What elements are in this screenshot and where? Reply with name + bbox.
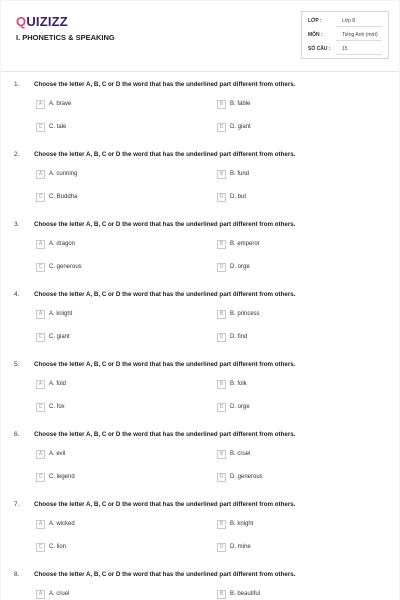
option-text: B. princess [230, 311, 260, 317]
option-letter-box[interactable]: C [36, 403, 45, 412]
worksheet-page [1, 1, 399, 600]
option-letter-box[interactable]: D [217, 263, 226, 272]
option-letter-box[interactable]: D [217, 543, 226, 552]
option-letter-box[interactable]: A [36, 310, 45, 319]
option-letter-box[interactable]: D [217, 123, 226, 132]
question-text: Choose the letter A, B, C or D the word that has the underlined part different from others. [34, 221, 296, 228]
answer-option[interactable] [36, 519, 75, 529]
option-text: A. cruel [49, 591, 70, 597]
question-number: 4. [14, 291, 20, 298]
option-text: D. orge [230, 404, 250, 410]
answer-option[interactable] [217, 542, 251, 552]
option-letter-box[interactable]: A [36, 170, 45, 179]
answer-option[interactable] [217, 402, 250, 412]
answer-option[interactable] [217, 519, 253, 529]
option-text: D. generous [230, 474, 263, 480]
answer-option[interactable] [217, 169, 249, 179]
option-letter-box[interactable]: C [36, 333, 45, 342]
answer-option[interactable] [36, 402, 65, 412]
option-text: B. cruel [230, 451, 251, 457]
option-text: B. fable [230, 101, 251, 107]
option-text: D. find [230, 334, 248, 340]
option-letter-box[interactable]: A [36, 520, 45, 529]
answer-option[interactable] [36, 449, 65, 459]
option-letter-box[interactable]: B [217, 520, 226, 529]
meta-label: SỐ CÂU : [308, 46, 331, 52]
option-letter-box[interactable]: A [36, 240, 45, 249]
meta-underline [336, 26, 382, 27]
option-text: A. dragon [49, 241, 76, 247]
meta-value: Tiếng Anh (mới) [342, 32, 378, 38]
meta-label: LỚP : [308, 18, 322, 24]
question-number: 7. [14, 501, 20, 508]
option-letter-box[interactable]: A [36, 100, 45, 109]
option-letter-box[interactable]: A [36, 450, 45, 459]
question-text: Choose the letter A, B, C or D the word that has the underlined part different from others. [34, 571, 296, 578]
answer-option[interactable] [217, 379, 247, 389]
option-text: B. emperor [230, 241, 260, 247]
option-text: C. tale [49, 124, 67, 130]
answer-option[interactable] [36, 99, 71, 109]
meta-value: 15 [342, 46, 348, 52]
answer-option[interactable] [36, 542, 66, 552]
answer-option[interactable] [217, 589, 260, 599]
answer-option[interactable] [217, 192, 246, 202]
answer-option[interactable] [217, 99, 250, 109]
option-text: C. giant [49, 334, 70, 340]
option-text: B. knight [230, 521, 254, 527]
answer-option[interactable] [217, 449, 250, 459]
option-letter-box[interactable]: B [217, 100, 226, 109]
option-text: A. evil [49, 451, 66, 457]
question-text: Choose the letter A, B, C or D the word that has the underlined part different from others. [34, 151, 296, 158]
option-letter-box[interactable]: A [36, 590, 45, 599]
option-text: D. giant [230, 124, 251, 130]
answer-option[interactable] [36, 192, 77, 202]
option-text: C. Buddha [49, 194, 78, 200]
answer-option[interactable] [36, 309, 72, 319]
question-number: 1. [14, 81, 20, 88]
answer-option[interactable] [36, 332, 70, 342]
question-number: 5. [14, 361, 20, 368]
option-text: C. lion [49, 544, 67, 550]
answer-option[interactable] [36, 472, 75, 482]
meta-value: Lớp 8 [342, 18, 356, 24]
logo-wordmark: UIZIZZ [26, 14, 68, 29]
answer-option[interactable] [217, 309, 260, 319]
answer-option[interactable] [36, 122, 66, 132]
answer-option[interactable] [217, 262, 250, 272]
answer-option[interactable] [217, 239, 260, 249]
option-letter-box[interactable]: C [36, 193, 45, 202]
question-number: 6. [14, 431, 20, 438]
question-number: 3. [14, 221, 20, 228]
question-text: Choose the letter A, B, C or D the word that has the underlined part different from others. [34, 81, 296, 88]
answer-option[interactable] [217, 122, 251, 132]
option-letter-box[interactable]: C [36, 263, 45, 272]
meta-box [301, 11, 389, 59]
option-letter-box[interactable]: D [217, 403, 226, 412]
option-text: A. knight [49, 311, 73, 317]
option-text: D. orge [230, 264, 250, 270]
option-letter-box[interactable]: D [217, 473, 226, 482]
option-letter-box[interactable]: B [217, 310, 226, 319]
section-title: I. PHONETICS & SPEAKING [16, 33, 115, 42]
question-number: 8. [14, 571, 20, 578]
option-text: D. mine [230, 544, 251, 550]
meta-label: MÔN : [308, 32, 323, 38]
option-letter-box[interactable]: D [217, 193, 226, 202]
option-text: A. wicked [49, 521, 75, 527]
option-letter-box[interactable]: A [36, 380, 45, 389]
answer-option[interactable] [36, 239, 75, 249]
option-letter-box[interactable]: C [36, 473, 45, 482]
option-text: C. fox [49, 404, 65, 410]
option-text: C. generous [49, 264, 82, 270]
option-text: D. but [230, 194, 247, 200]
option-text: B. beautiful [230, 591, 261, 597]
header-divider [1, 71, 399, 72]
logo-q-glyph: Q [16, 14, 27, 29]
question-text: Choose the letter A, B, C or D the word that has the underlined part different from others. [34, 501, 296, 508]
option-letter-box[interactable]: B [217, 450, 226, 459]
answer-option[interactable] [217, 332, 247, 342]
quizizz-logo [16, 14, 68, 29]
option-text: A. brave [49, 101, 72, 107]
option-text: C. legend [49, 474, 75, 480]
option-text: A. fold [49, 381, 67, 387]
option-text: A. cunning [49, 171, 78, 177]
option-text: B. fund [230, 171, 250, 177]
answer-option[interactable] [36, 379, 66, 389]
option-letter-box[interactable]: B [217, 590, 226, 599]
option-letter-box[interactable]: B [217, 170, 226, 179]
question-number: 2. [14, 151, 20, 158]
option-letter-box[interactable]: C [36, 123, 45, 132]
answer-option[interactable] [36, 589, 69, 599]
question-text: Choose the letter A, B, C or D the word that has the underlined part different from others. [34, 291, 296, 298]
meta-underline [336, 40, 382, 41]
option-text: B. folk [230, 381, 247, 387]
option-letter-box[interactable]: C [36, 543, 45, 552]
option-letter-box[interactable]: D [217, 333, 226, 342]
meta-underline [336, 54, 382, 55]
worksheet-header [1, 1, 399, 71]
option-letter-box[interactable]: B [217, 240, 226, 249]
option-letter-box[interactable]: B [217, 380, 226, 389]
answer-option[interactable] [36, 262, 82, 272]
question-text: Choose the letter A, B, C or D the word that has the underlined part different from others. [34, 361, 296, 368]
question-text: Choose the letter A, B, C or D the word that has the underlined part different from others. [34, 431, 296, 438]
answer-option[interactable] [36, 169, 77, 179]
answer-option[interactable] [217, 472, 263, 482]
